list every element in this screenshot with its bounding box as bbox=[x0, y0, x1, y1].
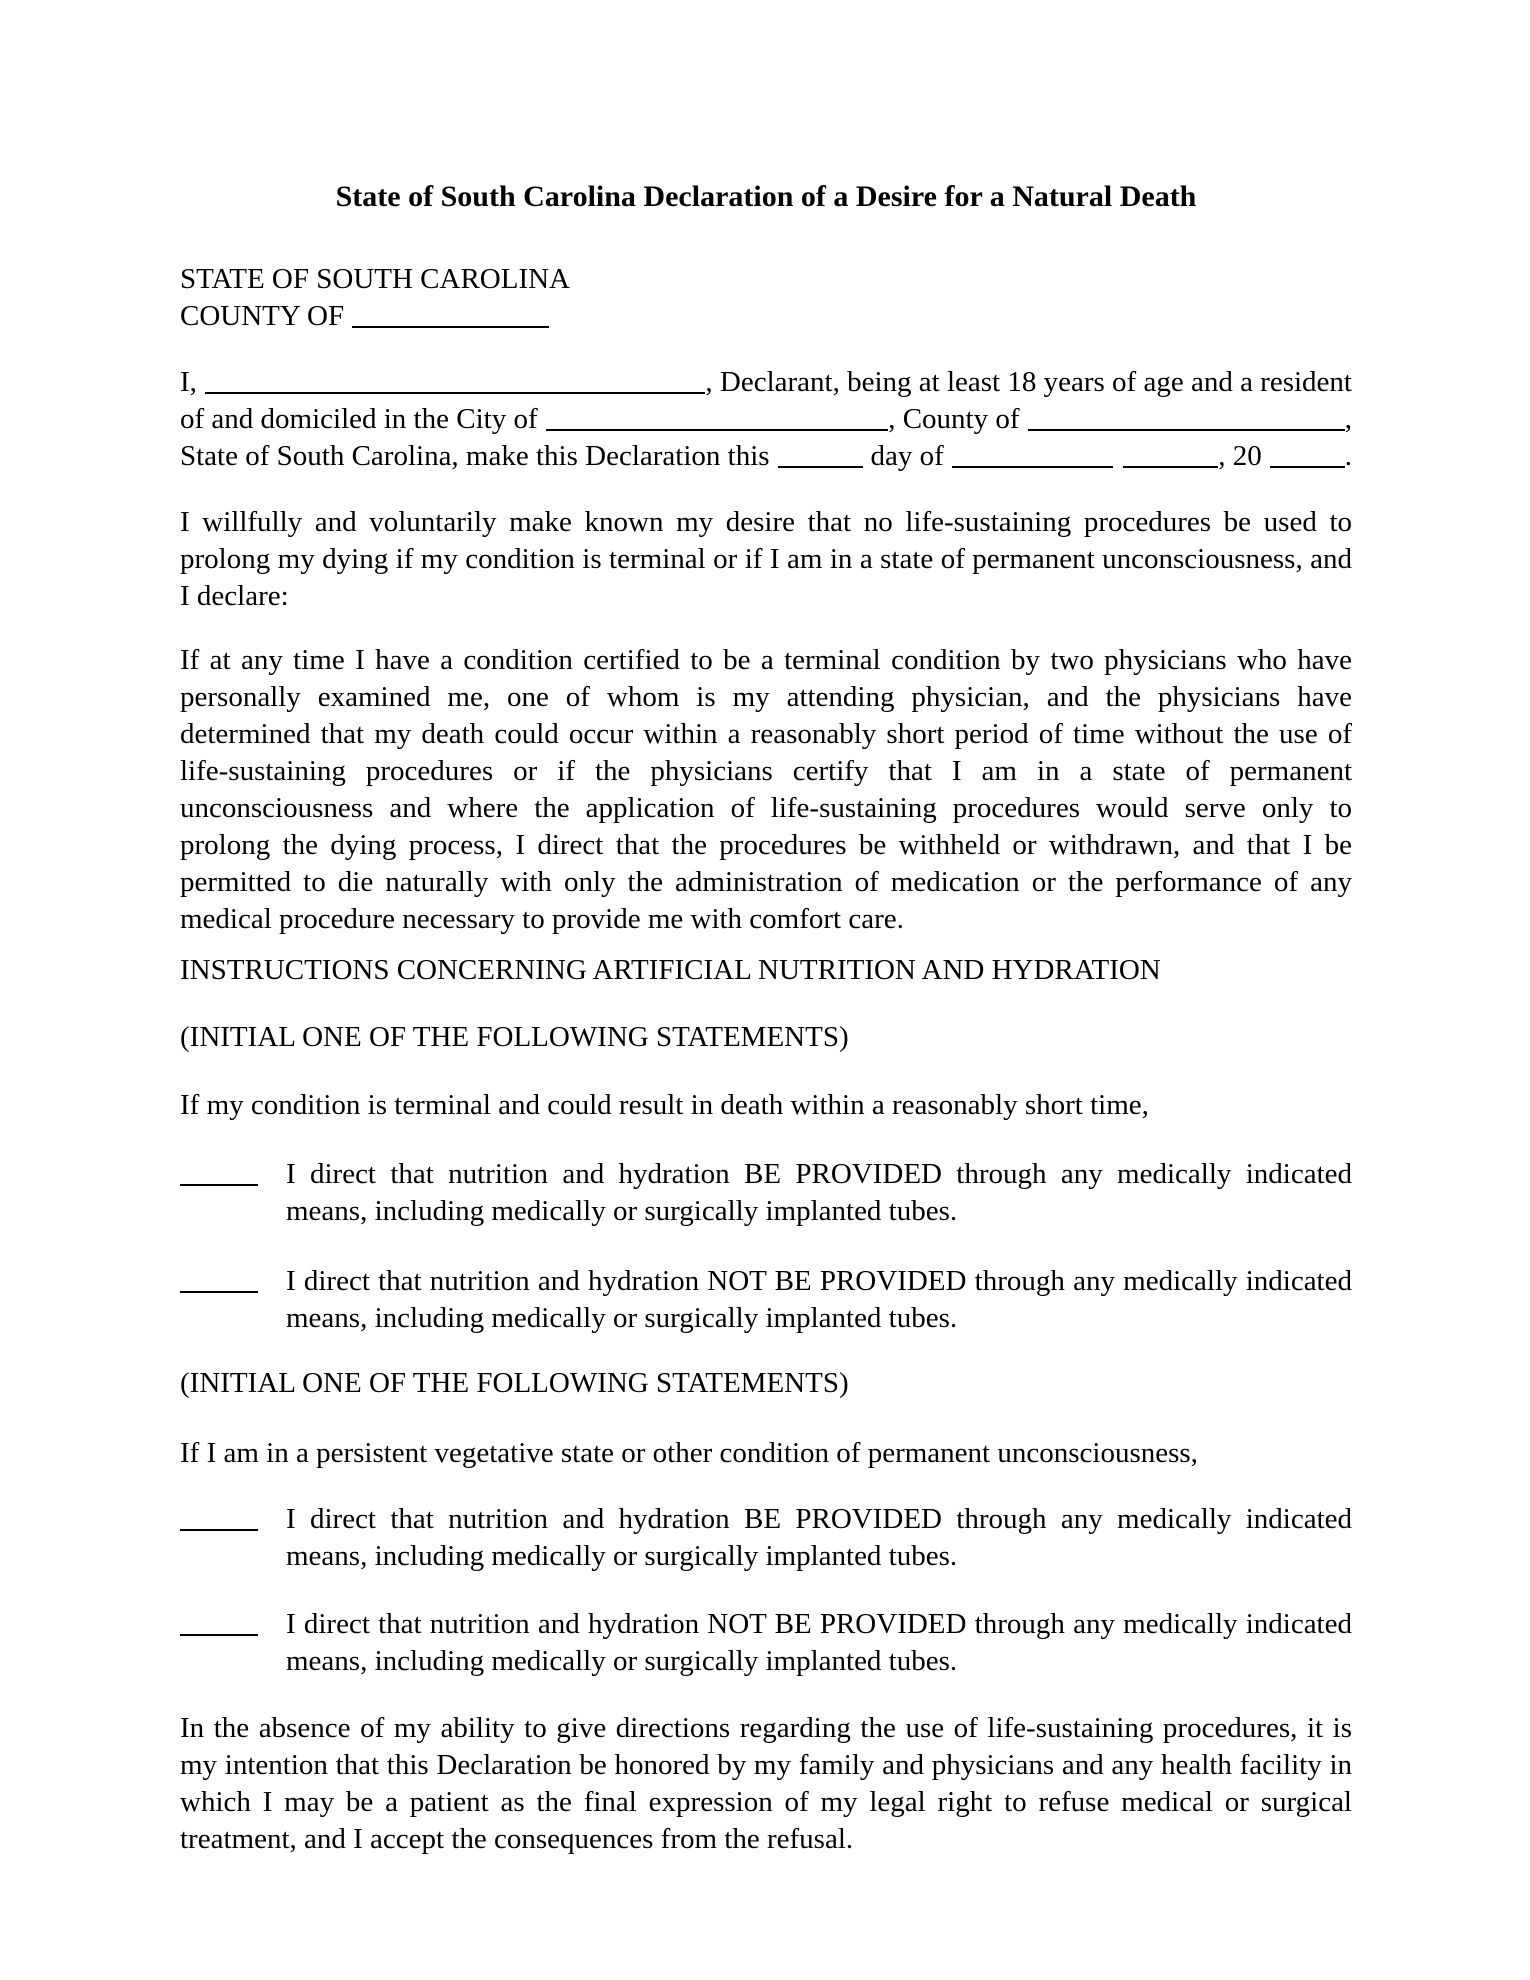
initial-statements-heading-2: (INITIAL ONE OF THE FOLLOWING STATEMENTS) bbox=[180, 1367, 849, 1399]
statement-terminal-provide bbox=[180, 1156, 1352, 1230]
statement-terminal-not-provide bbox=[180, 1263, 1352, 1337]
declarant-name-blank[interactable] bbox=[205, 372, 705, 394]
declarant-line1-pre: I, bbox=[180, 366, 197, 398]
declarant-line2-pre: of and domiciled in the City of bbox=[180, 403, 538, 435]
statement-text: I direct that nutrition and hydration NOT BE PROVIDED through any medically indicated means, including medically or surgically implanted tubes. bbox=[286, 1608, 1352, 1677]
declarant-line-2 bbox=[180, 401, 1352, 438]
declarant-line3-period: . bbox=[1344, 440, 1352, 472]
declarant-line1-post: , Declarant, being at least 18 years of age and a resident bbox=[705, 366, 1352, 398]
county-name-blank[interactable] bbox=[1028, 409, 1345, 431]
instructions-heading: INSTRUCTIONS CONCERNING ARTIFICIAL NUTRITION AND HYDRATION bbox=[180, 954, 1161, 986]
statement-text: I direct that nutrition and hydration BE PROVIDED through any medically indicated means, including medically or surgically implanted tubes. bbox=[286, 1503, 1352, 1572]
statement-vegetative-provide bbox=[180, 1501, 1352, 1575]
declarant-line-1 bbox=[180, 364, 1352, 401]
month-blank-2[interactable] bbox=[1123, 446, 1218, 468]
absence-paragraph: In the absence of my ability to give directions regarding the use of life-sustaining procedures, it is my intention that this Declaration be honored by my family and physicians and any health facility in which I may be a patient as the final expression of my legal right to refuse medical or surgical treatment, and I accept the consequences from the refusal. bbox=[180, 1712, 1352, 1855]
declarant-line3-year: , 20 bbox=[1218, 440, 1262, 472]
declarant-line3-pre: State of South Carolina, make this Declaration this bbox=[180, 440, 770, 472]
declarant-line2-end: , bbox=[1344, 403, 1352, 435]
declarant-line-3 bbox=[180, 438, 1352, 475]
intro-paragraph: I willfully and voluntarily make known my desire that no life-sustaining procedures be used to prolong my dying if my condition is terminal or if I am in a state of permanent unconsciousness, and I declare: bbox=[180, 506, 1352, 612]
county-line bbox=[180, 298, 1352, 335]
month-blank[interactable] bbox=[952, 446, 1113, 468]
statement-vegetative-not-provide bbox=[180, 1606, 1352, 1680]
initials-blank-terminal-not-provide[interactable] bbox=[180, 1271, 258, 1293]
initials-blank-vegetative-not-provide[interactable] bbox=[180, 1614, 258, 1636]
city-blank[interactable] bbox=[546, 409, 889, 431]
declarant-line2-mid: , County of bbox=[888, 403, 1020, 435]
declarant-paragraph bbox=[180, 364, 1352, 475]
terminal-condition-paragraph: If at any time I have a condition certified to be a terminal condition by two physicians who have personally examined me, one of whom is my attending physician, and the physicians have determined that my death could occur within a reasonably short period of time without the use of life-sustaining procedures or if the physicians certify that I am in a state of permanent unconsciousness and where the application of life-sustaining procedures would serve only to prolong the dying process, I direct that the procedures be withheld or withdrawn, and that I be permitted to die naturally with only the administration of medication or the performance of any medical procedure necessary to provide me with comfort care. bbox=[180, 644, 1352, 935]
document-title: State of South Carolina Declaration of a Desire for a Natural Death bbox=[335, 180, 1197, 213]
initials-blank-vegetative-provide[interactable] bbox=[180, 1509, 258, 1531]
statement-text: I direct that nutrition and hydration BE PROVIDED through any medically indicated means, including medically or surgically implanted tubes. bbox=[286, 1158, 1352, 1227]
vegetative-condition-lead-in: If I am in a persistent vegetative state or other condition of permanent unconsciousness, bbox=[180, 1437, 1198, 1469]
initial-statements-heading-1: (INITIAL ONE OF THE FOLLOWING STATEMENTS) bbox=[180, 1021, 849, 1053]
initials-blank-terminal-provide[interactable] bbox=[180, 1164, 258, 1186]
declarant-line3-dayof: day of bbox=[870, 440, 944, 472]
year-blank[interactable] bbox=[1270, 446, 1345, 468]
state-line: STATE OF SOUTH CAROLINA bbox=[180, 263, 570, 295]
county-label: COUNTY OF bbox=[180, 300, 345, 332]
county-blank[interactable] bbox=[352, 306, 549, 328]
terminal-condition-lead-in: If my condition is terminal and could result in death within a reasonably short time, bbox=[180, 1089, 1149, 1121]
statement-text: I direct that nutrition and hydration NOT BE PROVIDED through any medically indicated means, including medically or surgically implanted tubes. bbox=[286, 1265, 1352, 1334]
day-blank[interactable] bbox=[778, 446, 863, 468]
